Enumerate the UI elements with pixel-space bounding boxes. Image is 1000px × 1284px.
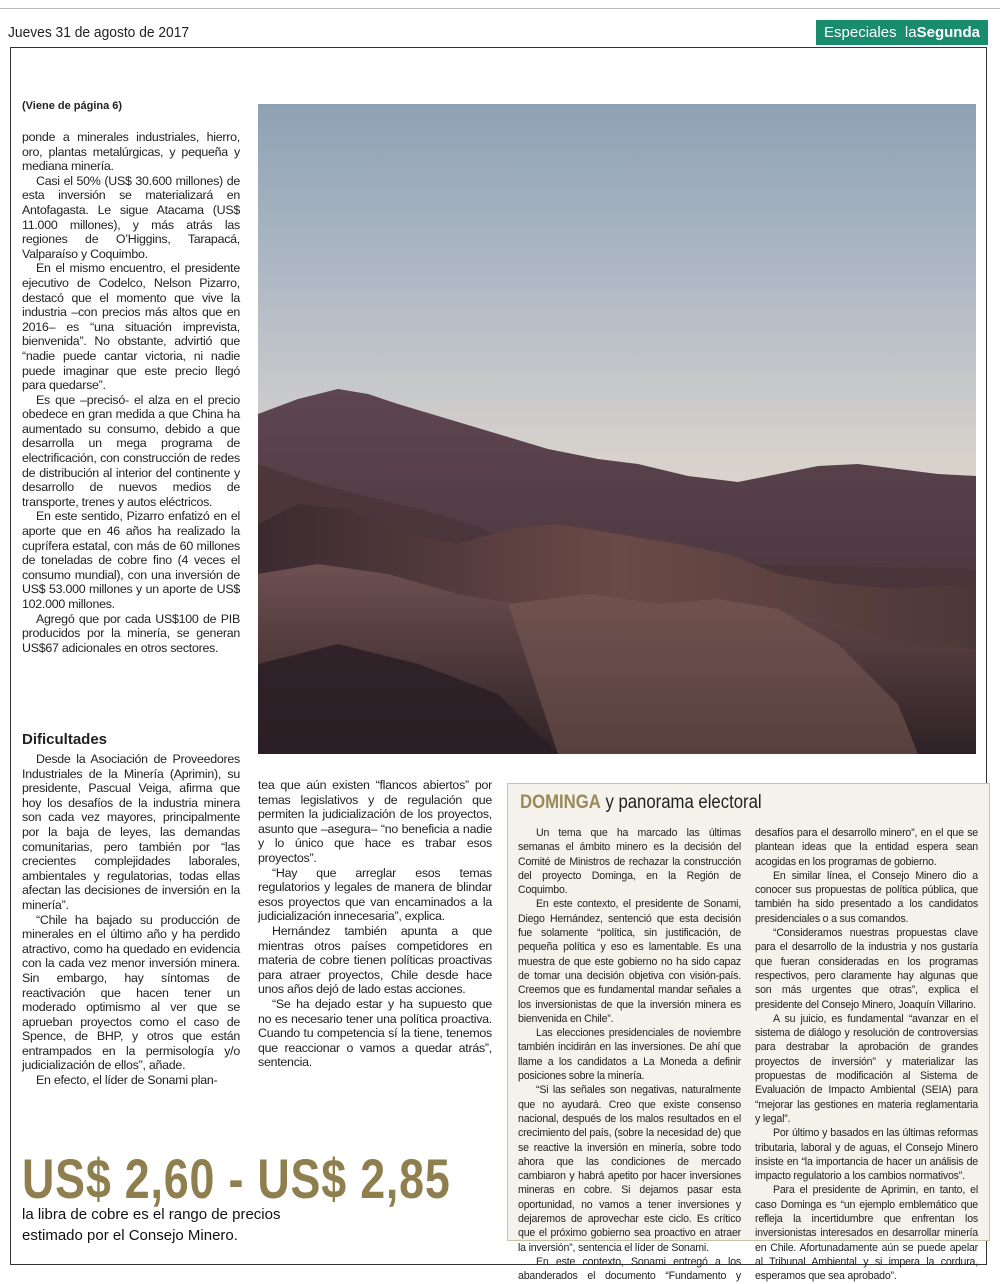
paragraph: En el mismo encuentro, el presidente ejecutivo de Codelco, Nelson Pizarro, destacó que el momento que vive la industria –con precios más altos que en 2016– es “una situación imprevista, bienvenida”. No obstante, advirtió que “nadie puede cantar victoria, ni nadie puede imaginar que este precio llegó para quedarse”. [22,261,240,393]
issue-date: Jueves 31 de agosto de 2017 [8,24,190,41]
section-brand-badge [816,20,988,45]
brand-name: Segunda [916,24,980,41]
paragraph: Las elecciones presidenciales de noviembre también incidirán en las inversiones. De ahí que llame a los candidatos a La Moneda a definir posiciones sobre la minería. [518,1027,741,1083]
subheading: Dificultades [22,731,108,748]
sidebar-box-dominga [507,783,990,1283]
mountain-landscape-photo [258,104,976,754]
paragraph: En este contexto, Sonami entregó a los abanderados el documento “Fundamento y desafíos para el desarrollo minero”, en el que se plantean ideas que la entidad espera sean acogidas en los programas de gobierno. [518,827,978,1283]
sidebar-title-highlight: DOMINGA [520,792,601,813]
paragraph: En este contexto, el presidente de Sonami, Diego Hernández, sentenció que esta decisión fue solamente “política, sin justificación, de pequeña política y eso es lamentable. Es una muestra de que este gobierno no ha sido capaz de tomar una decisión objetiva con visión-país. Creemos que es fundamental mandar señales a los inversionistas de que la inversión minera es bienvenida en Chile”. [518,898,741,1025]
section-label: Especiales [824,24,897,41]
article-column-1-continued [22,752,240,1088]
article-column-1 [22,130,240,655]
paragraph: En efecto, el líder de Sonami plan- [36,1073,218,1088]
paragraph: tea que aún existen “flancos abiertos” por temas legislativos y de regulación que permiten la judicialización de los proyectos, asunto que –asegura– “no beneficia a nadie y lo único que hace es trabar esos proyectos”. [258,778,492,865]
brand-prefix: la [904,24,917,41]
article-column-2 [258,778,492,1070]
sidebar-body [518,826,978,1284]
paragraph: Es que –precisó- el alza en el precio obedece en gran medida a que China ha aumentado su consumo, debido a que desarrolla un mega programa de electrificación, con construcción de redes de distribución al interior del continente y desarrollo de nuevos medios de transporte, trenes y autos eléctricos. [22,392,240,509]
paragraph: “Se ha dejado estar y ha supuesto que no es necesario tener una política proactiva. Cuando tu competencia sí la tiene, tenemos que reaccionar o vamos a quedar atrás”, sentencia. [258,996,492,1070]
top-rule [0,8,1000,9]
paragraph: Agregó que por cada US$100 de PIB producidos por la minería, se generan US$67 adicionales en otros sectores. [22,611,240,655]
paragraph: Desde la Asociación de Proveedores Industriales de la Minería (Aprimin), su presidente, Pascual Veiga, afirma que hoy los desafíos de la industria minera son cada vez mayores, principalmente por la baja de leyes, las demandas comunitarias, pero también por “las crecientes complejidades laborales, ambientales y regulatorias, todas ellas afectan las decisiones de inversión en la minería”. [22,752,240,912]
paragraph: “Consideramos nuestras propuestas clave para el desarrollo de la industria y nos gustaría que fueran consideradas en los programas respectivos, pero claramente hay algunas que son más urgentes que otras”, explica el presidente del Consejo Minero, Joaquín Villarino. [755,927,978,1011]
price-range-callout: US$ 2,60 - US$ 2,85 [22,1147,451,1210]
paragraph: A su juicio, es fundamental “avanzar en el sistema de diálogo y resolución de controversias para destrabar la aprobación de grandes proyectos de inversión” y materializar las propuestas de modificación al Sistema de Evaluación de Impacto Ambiental (SEIA) para “mejorar las gestiones en materia reglamentaria y legal”. [755,1012,978,1125]
sidebar-title [520,792,762,814]
paragraph: “Hay que arreglar esos temas regulatorios y legales de manera de blindar esos proyectos que van encaminados a la judicialización innecesaria”, explica. [258,865,492,924]
paragraph: Casi el 50% (US$ 30.600 millones) de esta inversión se materializará en Antofagasta. Le sigue Atacama (US$ 11.000 millones), y más atrás las regiones de O’Higgins, Tarapacá, Valparaíso y Coquimbo. [22,173,240,261]
paragraph: Por último y basados en las últimas reformas tributaria, laboral y de aguas, el Consejo Minero insiste en “la importancia de hacer un análisis de impacto regulatorio a los cambios normativos”. [755,1127,978,1183]
paragraph: En similar línea, el Consejo Minero dio a conocer sus propuestas de política pública, que también ha sido presentado a los candidatos presidenciales o a sus comandos. [755,869,978,925]
paragraph: Hernández también apunta a que mientras otros países competidores en materia de cobre tienen políticas proactivas para atraer proyectos, Chile desde hace unos años dejó de lado estas acciones. [258,923,492,997]
paragraph: En este sentido, Pizarro enfatizó en el aporte que en 46 años ha realizado la cuprífera estatal, con más de 60 millones de toneladas de cobre fino (4 veces el consumo mundial), con una inversión de US$ 53.000 millones y un aporte de US$ 102.000 millones. [22,509,240,611]
paragraph: ponde a minerales industriales, hierro, oro, plantas metalúrgicas, y pequeña y mediana minería. [22,130,240,174]
paragraph: “Chile ha bajado su producción de minerales en el último año y ha perdido atractivo, como ha quedado en evidencia con la cada vez menor inversión minera. Sin embargo, hay síntomas de reactivación que hacen tener un moderado optimismo al ver que se aprueban proyectos como el caso de Spence, de BHP, y otros que están entrampados en la permisología y/o judicialización de ellos”, añade. [22,912,240,1073]
continued-from-note: (Viene de página 6) [22,100,123,112]
paragraph: Un tema que ha marcado las últimas semanas el ámbito minero es la decisión del Comité de Ministros de rechazar la construcción del proyecto Dominga, en la Región de Coquimbo. [518,827,741,897]
price-range-caption: la libra de cobre es el rango de precios estimado por el Consejo Minero. [22,1206,281,1244]
paragraph: “Si las señales son negativas, naturalmente que no ayudará. Creo que existe consenso nacional, después de los malos resultados en el crecimiento del país, (sobre la necesidad de) que se reactive la inversión en minería, sobre todo ahora que las condiciones de mercado cambiaron y habrá apetito por hacer inversiones mineras en cobre. Si dejamos pasar esta oportunidad, no vamos a tener inversiones y dejaremos de aprovechar este ciclo. Es crítico que el próximo gobierno sea proactivo en atraer la inversión”, sentencia el líder de Sonami. [518,1084,741,1254]
paragraph: Para el presidente de Aprimin, en tanto, el caso Dominga es “un ejemplo emblemático que refleja la incertidumbre que enfrentan los inversionistas interesados en desarrollar minería en Chile. Afortunadamente aún se puede apelar al Tribunal Ambiental y si impera la cordura, esperamos que sea aprobado”. [755,1184,978,1283]
sidebar-title-rest: y panorama electoral [600,792,762,813]
